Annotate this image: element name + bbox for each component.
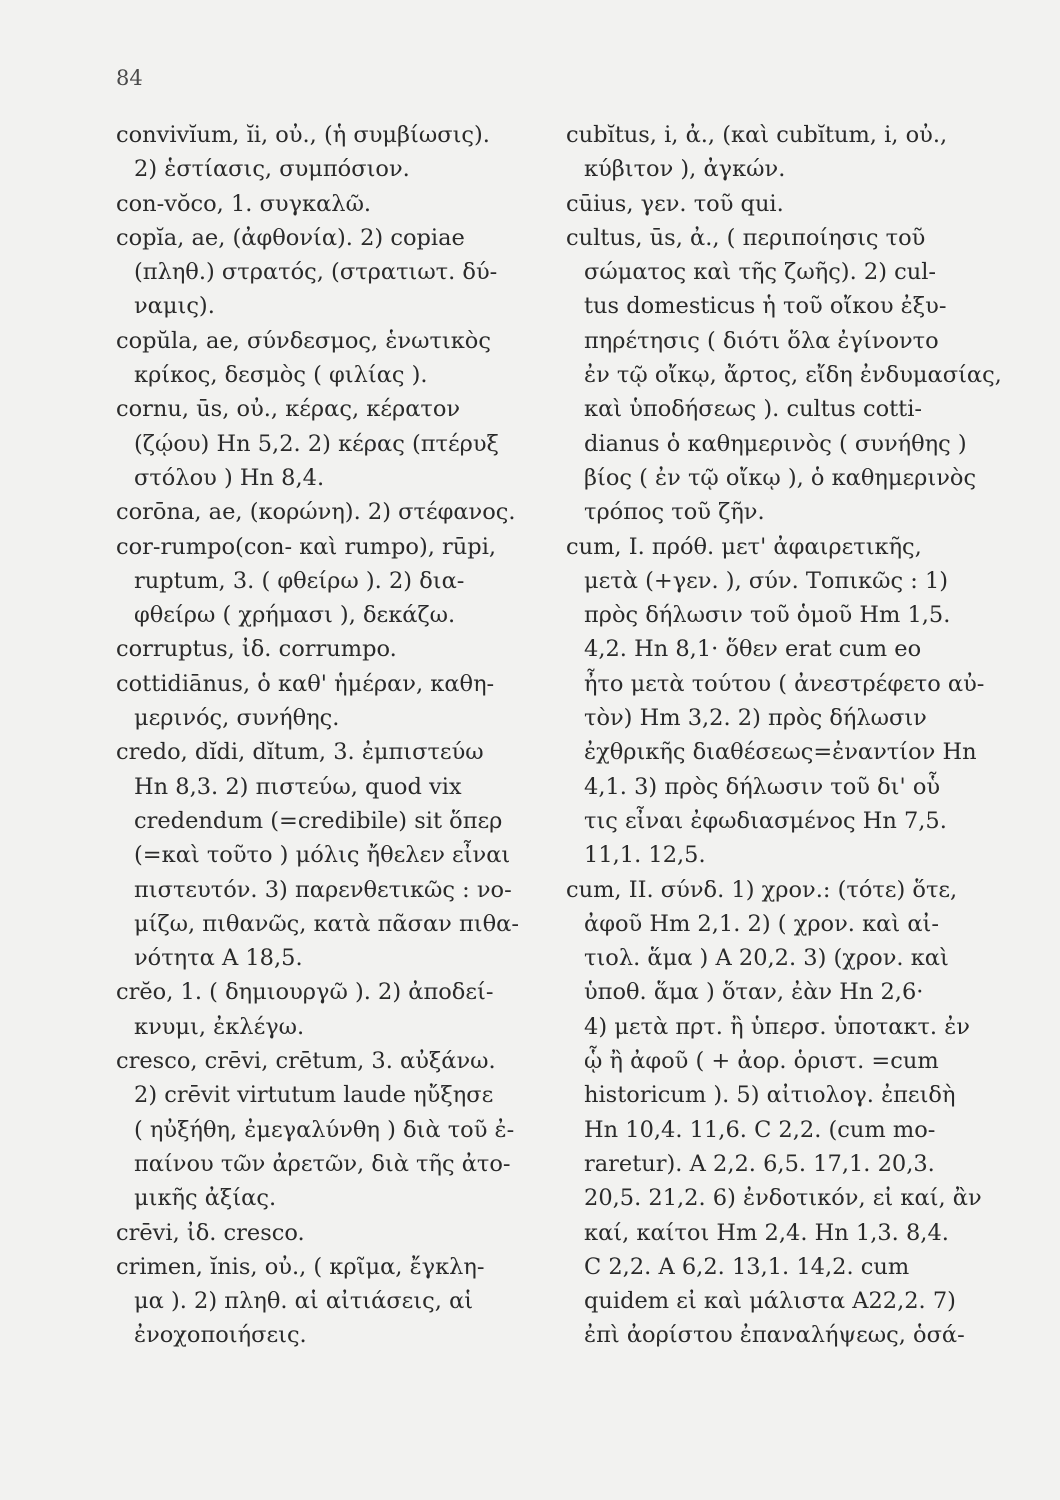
- entry-headword-line: cūius, γεν. τοῦ qui.: [566, 190, 784, 217]
- entry-headword-line: cum, I. πρόθ. μετ' ἀφαιρετικῆς,: [566, 533, 922, 560]
- entry-continuation-line: ruptum, 3. ( φθείρω ). 2) δια-: [134, 567, 465, 594]
- entry-headword-line: crimen, ĭnis, οὐ., ( κρῖμα, ἔγκλη-: [116, 1253, 485, 1280]
- dictionary-entry: [116, 118, 546, 187]
- dictionary-entry: [116, 187, 546, 221]
- right-column: [566, 118, 1018, 1353]
- entry-continuation-line: ἐπὶ ἀορίστου ἐπαναλήψεως, ὁσά-: [584, 1322, 965, 1349]
- entry-continuation-line: ὑποθ. ἅμα ) ὅταν, ἐὰν Hn 2,6·: [584, 979, 924, 1006]
- entry-continuation-line: καί, καίτοι Hm 2,4. Hn 1,3. 8,4.: [584, 1219, 949, 1246]
- dictionary-entry: [566, 187, 1018, 221]
- entry-continuation-line: κρίκος, δεσμὸς ( φιλίας ).: [134, 362, 428, 389]
- entry-continuation-line: Hn 8,3. 2) πιστεύω, quod vix: [134, 773, 462, 800]
- entry-continuation-line: quidem εἰ καὶ μάλιστα A22,2. 7): [584, 1288, 956, 1315]
- entry-continuation-line: μικῆς ἀξίας.: [134, 1185, 277, 1212]
- dictionary-entry: [566, 221, 1018, 530]
- entry-continuation-line: C 2,2. A 6,2. 13,1. 14,2. cum: [584, 1253, 910, 1280]
- entry-headword-line: cottidiānus, ὁ καθ' ἡμέραν, καθη-: [116, 670, 495, 697]
- entry-continuation-line: πρὸς δήλωσιν τοῦ ὁμοῦ Hm 1,5.: [584, 602, 951, 629]
- entry-continuation-line: πιστευτόν. 3) παρενθετικῶς : νο-: [134, 876, 512, 903]
- entry-headword-line: cum, II. σύνδ. 1) χρον.: (τότε) ὅτε,: [566, 876, 958, 903]
- entry-continuation-line: 2) ἑστίασις, συμπόσιον.: [134, 156, 410, 183]
- entry-continuation-line: historicum ). 5) αἰτιολογ. ἐπειδὴ: [584, 1082, 956, 1109]
- entry-headword-line: crĕo, 1. ( δημιουργῶ ). 2) ἀποδεί-: [116, 979, 494, 1006]
- entry-headword-line: corōna, ae, (κορώνη). 2) στέφανος.: [116, 499, 516, 526]
- dictionary-entry: [116, 1216, 546, 1250]
- entry-headword-line: convivĭum, ĭi, οὐ., (ἡ συμβίωσις).: [116, 122, 490, 148]
- entry-continuation-line: κύβιτον ), ἀγκών.: [584, 156, 786, 183]
- entry-continuation-line: raretur). A 2,2. 6,5. 17,1. 20,3.: [584, 1150, 935, 1177]
- dictionary-entry: [116, 735, 546, 975]
- entry-continuation-line: μετὰ (+γεν. ), σύν. Τοπικῶς : 1): [584, 567, 949, 594]
- entry-continuation-line: φθείρω ( χρήμασι ), δεκάζω.: [134, 602, 456, 629]
- entry-continuation-line: βίος ( ἐν τῷ οἴκῳ ), ὁ καθημερινὸς: [584, 464, 977, 491]
- dictionary-entry: [116, 667, 546, 736]
- entry-headword-line: cornu, ūs, οὐ., κέρας, κέρατον: [116, 396, 461, 423]
- entry-continuation-line: σώματος καὶ τῆς ζωῆς). 2) cul-: [584, 259, 937, 286]
- entry-continuation-line: tus domesticus ἡ τοῦ οἴκου ἐξυ-: [584, 293, 947, 320]
- entry-continuation-line: ( ηὐξήθη, ἐμεγαλύνθη ) διὰ τοῦ ἐ-: [134, 1116, 515, 1143]
- dictionary-entry: [116, 1044, 546, 1215]
- entry-continuation-line: (ζῴου) Hn 5,2. 2) κέρας (πτέρυξ: [134, 430, 499, 457]
- entry-continuation-line: 2) crēvit virtutum laude ηὔξησε: [134, 1082, 494, 1109]
- entry-headword-line: crēvi, ἰδ. cresco.: [116, 1219, 305, 1246]
- entry-headword-line: cultus, ūs, ἀ., ( περιποίησις τοῦ: [566, 224, 926, 251]
- entry-headword-line: con-vŏco, 1. συγκαλῶ.: [116, 190, 372, 217]
- dictionary-entry: [116, 221, 546, 324]
- entry-continuation-line: κνυμι, ἐκλέγω.: [134, 1013, 305, 1040]
- entry-continuation-line: νότητα A 18,5.: [134, 945, 303, 972]
- entry-continuation-line: τρόπος τοῦ ζῆν.: [584, 499, 765, 526]
- entry-headword-line: cubĭtus, i, ἀ., (καὶ cubĭtum, i, οὐ.,: [566, 122, 948, 148]
- entry-continuation-line: ᾧ ἢ ἀφοῦ ( + ἀορ. ὁριστ. =cum: [584, 1048, 939, 1075]
- entry-continuation-line: credendum (=credibile) sit ὅπερ: [134, 807, 503, 834]
- entry-continuation-line: τιολ. ἅμα ) A 20,2. 3) (χρον. καὶ: [584, 945, 949, 972]
- dictionary-entry: [116, 975, 546, 1044]
- entry-continuation-line: 4,1. 3) πρὸς δήλωσιν τοῦ δι' οὗ: [584, 773, 941, 800]
- entry-continuation-line: στόλου ) Hn 8,4.: [134, 464, 325, 491]
- entry-continuation-line: μα ). 2) πληθ. αἱ αἰτιάσεις, αἱ: [134, 1288, 474, 1315]
- entry-continuation-line: τις εἶναι ἐφωδιασμένος Hn 7,5.: [584, 807, 947, 834]
- entry-continuation-line: πηρέτησις ( διότι ὅλα ἐγίνοντο: [584, 327, 939, 354]
- entry-continuation-line: (πληθ.) στρατός, (στρατιωτ. δύ-: [134, 259, 498, 286]
- entry-continuation-line: μερινός, συνήθης.: [134, 705, 340, 732]
- entry-continuation-line: ἦτο μετὰ τούτου ( ἀνεστρέφετο αὐ-: [584, 670, 985, 697]
- entry-headword-line: cresco, crēvi, crētum, 3. αὐξάνω.: [116, 1048, 496, 1075]
- entry-continuation-line: Hn 10,4. 11,6. C 2,2. (cum mo-: [584, 1116, 936, 1143]
- entry-continuation-line: τὸν) Hm 3,2. 2) πρὸς δήλωσιν: [584, 705, 927, 732]
- dictionary-entry: [566, 873, 1018, 1353]
- dictionary-entry: [566, 530, 1018, 873]
- entry-continuation-line: 4) μετὰ πρτ. ἢ ὑπερσ. ὑποτακτ. ἐν: [584, 1013, 970, 1040]
- dictionary-entry: [566, 118, 1018, 187]
- dictionary-entry: [116, 632, 546, 666]
- entry-headword-line: copŭla, ae, σύνδεσμος, ἑνωτικὸς: [116, 327, 491, 354]
- entry-continuation-line: ἐν τῷ οἴκῳ, ἄρτος, εἴδη ἐνδυμασίας,: [584, 362, 1002, 389]
- entry-headword-line: cor-rumpo(con- καὶ rumpo), rūpi,: [116, 533, 497, 560]
- page-number: 84: [116, 66, 143, 90]
- entry-continuation-line: (=καὶ τοῦτο ) μόλις ἤθελεν εἶναι: [134, 842, 511, 869]
- dictionary-entry: [116, 495, 546, 529]
- entry-continuation-line: dianus ὁ καθημερινὸς ( συνήθης ): [584, 430, 967, 457]
- entry-continuation-line: 11,1. 12,5.: [584, 842, 706, 869]
- entry-continuation-line: ἐχθρικῆς διαθέσεως=ἐναντίον Hn: [584, 739, 977, 766]
- entry-continuation-line: ἀφοῦ Hm 2,1. 2) ( χρον. καὶ αἰ-: [584, 910, 939, 937]
- entry-headword-line: copĭa, ae, (ἀφθονία). 2) copiae: [116, 224, 465, 251]
- entry-headword-line: credo, dĭdi, dĭtum, 3. ἐμπιστεύω: [116, 739, 484, 766]
- dictionary-entry: [116, 324, 546, 393]
- entry-continuation-line: 4,2. Hn 8,1· ὅθεν erat cum eo: [584, 636, 922, 663]
- entry-continuation-line: 20,5. 21,2. 6) ἐνδοτικόν, εἰ καί, ἂν: [584, 1185, 982, 1212]
- dictionary-entry: [116, 1250, 546, 1353]
- left-column: [116, 118, 546, 1353]
- entry-headword-line: corruptus, ἰδ. corrumpo.: [116, 636, 397, 663]
- entry-continuation-line: ναμις).: [134, 293, 215, 320]
- entry-continuation-line: μίζω, πιθανῶς, κατὰ πᾶσαν πιθα-: [134, 910, 519, 937]
- entry-continuation-line: καὶ ὑποδήσεως ). cultus cotti-: [584, 396, 923, 423]
- entry-continuation-line: ἐνοχοποιήσεις.: [134, 1322, 307, 1349]
- entry-continuation-line: παίνου τῶν ἀρετῶν, διὰ τῆς ἀτο-: [134, 1150, 511, 1177]
- dictionary-entry: [116, 530, 546, 633]
- dictionary-entry: [116, 392, 546, 495]
